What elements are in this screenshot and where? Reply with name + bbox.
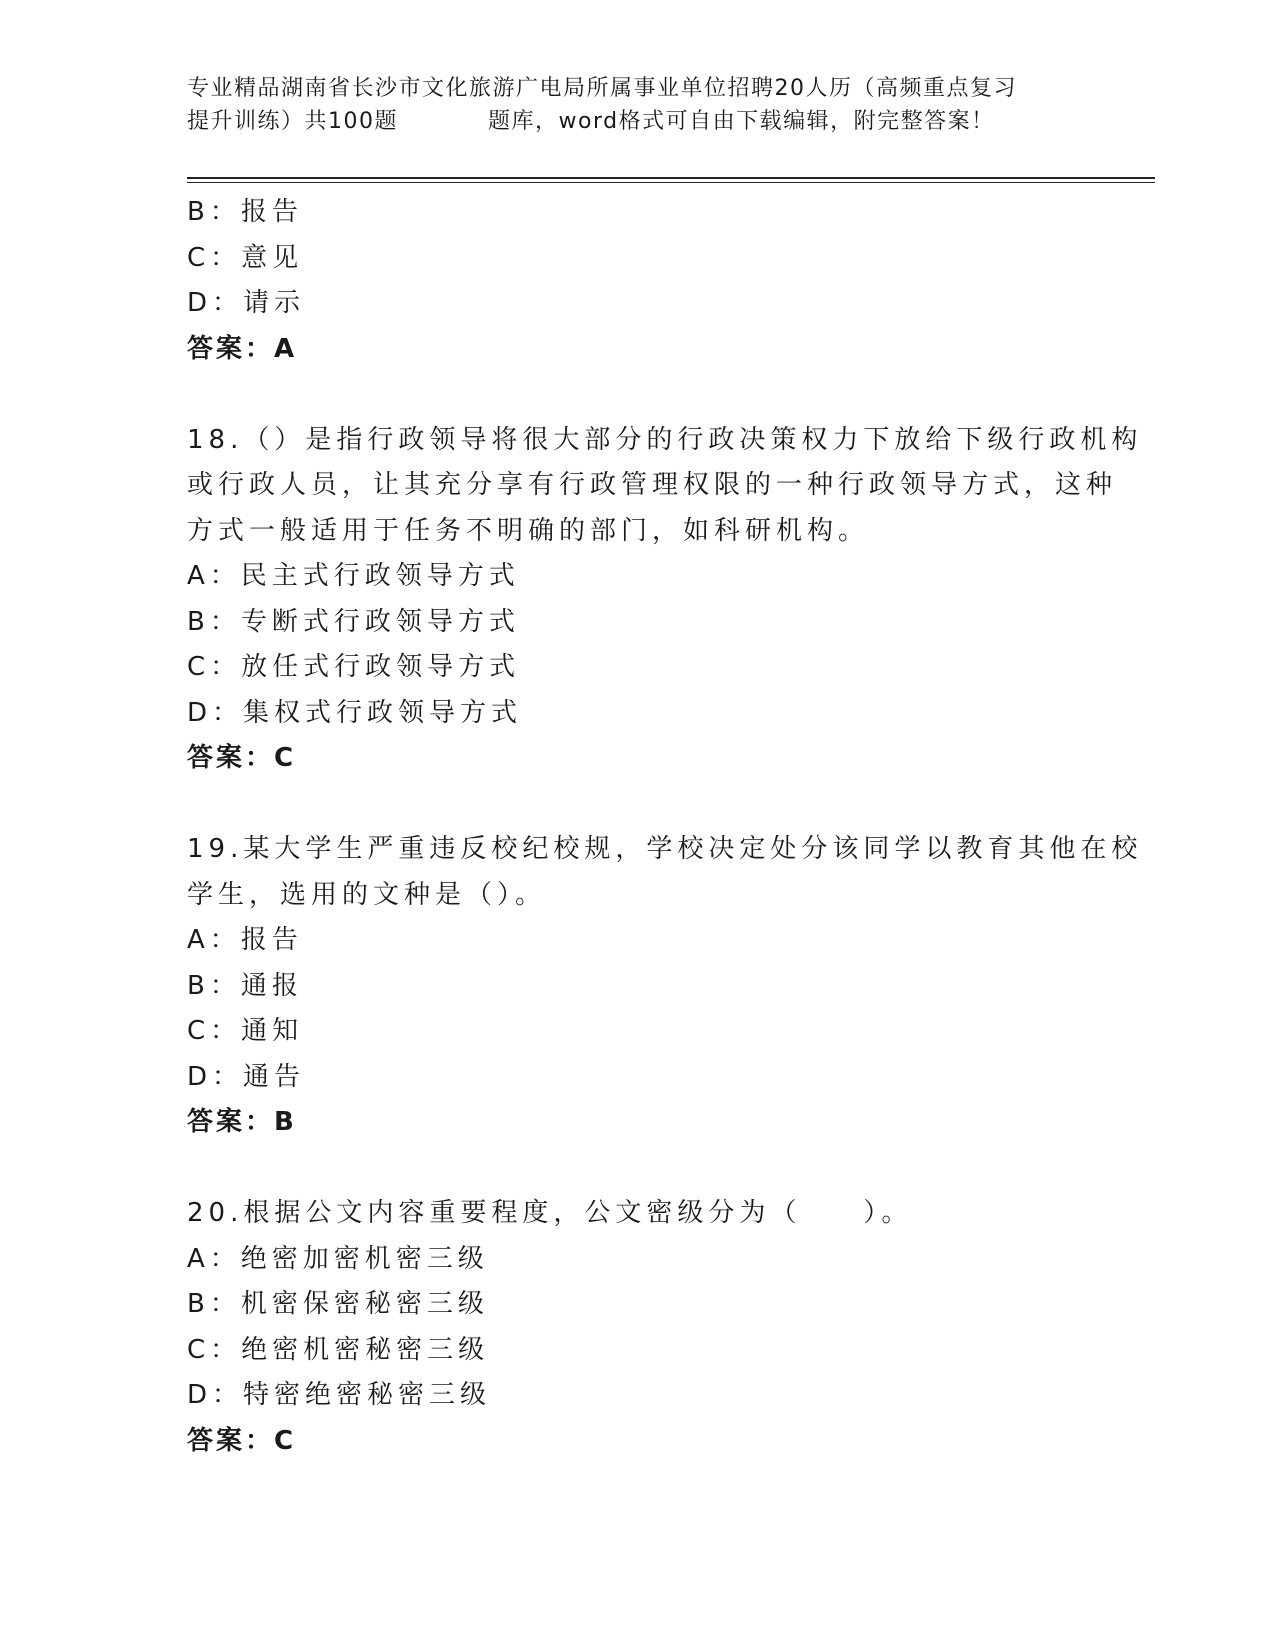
question-text-line: 20.根据公文内容重要程度，公文密级分为（ ）。 (187, 1198, 913, 1228)
question-19 (187, 827, 1143, 1146)
option: A：绝密加密机密三级 (187, 1243, 489, 1274)
answer: 答案：B (187, 1107, 297, 1137)
option: B：机密保密秘密三级 (187, 1289, 489, 1319)
option: D：通告 (187, 1061, 306, 1092)
option: D：请示 (187, 288, 306, 318)
option: D：特密绝密秘密三级 (187, 1380, 492, 1410)
option: A：报告 (187, 925, 303, 955)
question-text-line: 方式一般适用于任务不明确的部门，如科研机构。 (187, 515, 870, 546)
question-text-line: 18.（）是指行政领导将很大部分的行政决策权力下放给下级行政机构 (187, 424, 1143, 455)
header-title-line-1: 专业精品湖南省长沙市文化旅游广电局所属事业单位招聘20人历（高频重点复习 (187, 76, 1017, 101)
header-divider-thick (187, 177, 1155, 179)
prev-question (187, 190, 1087, 372)
question-content (187, 190, 1143, 1464)
header-divider-thin (187, 182, 1155, 183)
answer: 答案：C (187, 1425, 297, 1456)
answer: 答案：C (187, 743, 297, 773)
option: C：放任式行政领导方式 (187, 652, 521, 682)
option: C：绝密机密秘密三级 (187, 1334, 490, 1365)
option: C：意见 (187, 242, 304, 273)
question-20 (187, 1191, 1087, 1464)
option: A：民主式行政领导方式 (187, 561, 520, 591)
question-text-line: 或行政人员，让其充分享有行政管理权限的一种行政领导方式，这种 (187, 470, 1118, 500)
document-header (187, 72, 1087, 138)
option: D：集权式行政领导方式 (187, 697, 523, 728)
header-title-line-2-right: 题库，word格式可自由下载编辑，附完整答案！ (488, 109, 995, 134)
option: B：报告 (187, 197, 303, 227)
option: B：通报 (187, 970, 303, 1001)
question-text-line: 学生，选用的文种是（）。 (187, 879, 547, 910)
header-title-line-2 (187, 105, 1087, 138)
question-text-line: 19.某大学生严重违反校纪校规，学校决定处分该同学以教育其他在校 (187, 834, 1143, 864)
option: B：专断式行政领导方式 (187, 606, 520, 637)
header-title-line-2-left: 提升训练）共100题 (187, 109, 398, 134)
question-18 (187, 418, 1143, 782)
answer: 答案：A (187, 333, 298, 364)
option: C：通知 (187, 1016, 304, 1046)
